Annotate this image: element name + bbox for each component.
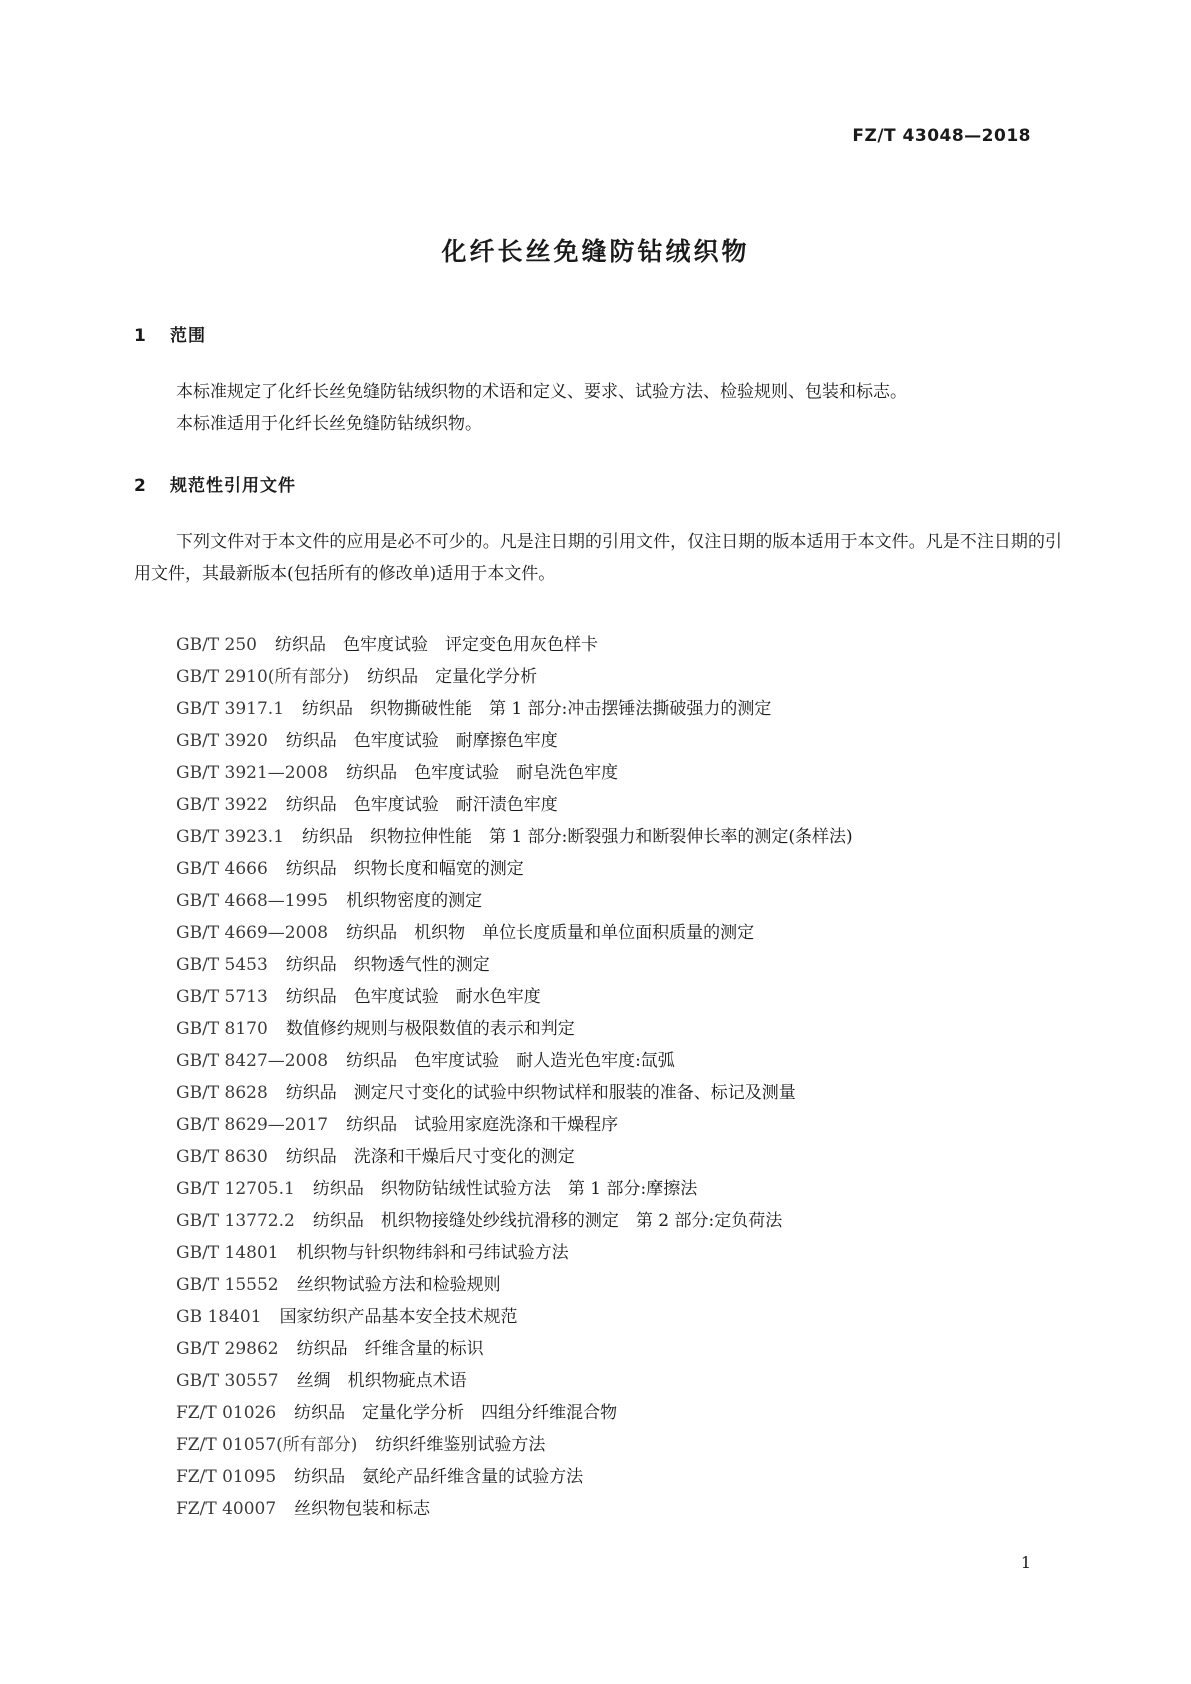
reference-title: 纺织品 机织物接缝处纱线抗滑移的测定 第 2 部分:定负荷法 (312, 1211, 783, 1231)
reference-code: GB/T 30557 (176, 1371, 279, 1391)
reference-item (176, 1013, 853, 1045)
reference-title: 纺织品 织物透气性的测定 (285, 955, 490, 975)
reference-title: 纺织品 纤维含量的标识 (296, 1339, 484, 1359)
reference-title: 纺织品 色牢度试验 耐汗渍色牢度 (285, 795, 558, 815)
reference-item (176, 1109, 853, 1141)
standard-code: FZ/T 43048—2018 (852, 126, 1031, 146)
reference-title: 数值修约规则与极限数值的表示和判定 (285, 1019, 575, 1039)
reference-item (176, 1269, 853, 1301)
section-1-body (134, 376, 1062, 440)
reference-title: 纺织品 色牢度试验 耐人造光色牢度:氙弧 (346, 1051, 675, 1071)
section-title: 规范性引用文件 (170, 476, 296, 496)
document-title: 化纤长丝免缝防钻绒织物 (441, 237, 750, 266)
reference-title: 国家纺织产品基本安全技术规范 (279, 1307, 518, 1327)
section-2-heading (134, 471, 296, 496)
reference-item (176, 1461, 853, 1493)
reference-code: GB/T 8629—2017 (176, 1115, 329, 1135)
reference-title: 丝织物包装和标志 (294, 1499, 431, 1519)
reference-code: GB/T 2910(所有部分) (176, 667, 350, 687)
reference-title: 纺织品 机织物 单位长度质量和单位面积质量的测定 (346, 923, 755, 943)
reference-code: GB/T 5713 (176, 987, 268, 1007)
reference-code: GB/T 13772.2 (176, 1211, 295, 1231)
reference-code: GB/T 3922 (176, 795, 268, 815)
section-number: 2 (134, 476, 147, 496)
reference-title: 纺织品 定量化学分析 四组分纤维混合物 (294, 1403, 618, 1423)
reference-code: FZ/T 40007 (176, 1499, 277, 1519)
reference-item (176, 853, 853, 885)
reference-title: 丝绸 机织物疵点术语 (296, 1371, 467, 1391)
section-2-intro (134, 526, 1062, 590)
reference-item (176, 1333, 853, 1365)
reference-code: GB/T 8628 (176, 1083, 268, 1103)
reference-title: 纺织品 织物撕破性能 第 1 部分:冲击摆锤法撕破强力的测定 (302, 699, 772, 719)
reference-code: FZ/T 01026 (176, 1403, 277, 1423)
reference-code: GB/T 3921—2008 (176, 763, 329, 783)
reference-code: GB/T 8427—2008 (176, 1051, 329, 1071)
reference-item (176, 821, 853, 853)
section-title: 范围 (170, 326, 206, 346)
reference-title: 机织物密度的测定 (346, 891, 483, 911)
reference-code: GB/T 3917.1 (176, 699, 285, 719)
reference-item (176, 725, 853, 757)
reference-code: GB/T 14801 (176, 1243, 279, 1263)
reference-code: GB/T 15552 (176, 1275, 279, 1295)
reference-title: 纺织品 色牢度试验 耐水色牢度 (285, 987, 541, 1007)
reference-code: FZ/T 01057(所有部分) (176, 1435, 358, 1455)
reference-title: 纺织品 试验用家庭洗涤和干燥程序 (346, 1115, 619, 1135)
reference-code: GB/T 4668—1995 (176, 891, 329, 911)
section-number: 1 (134, 326, 147, 346)
reference-title: 纺织纤维鉴别试验方法 (375, 1435, 546, 1455)
reference-item (176, 1077, 853, 1109)
reference-item (176, 917, 853, 949)
reference-title: 纺织品 色牢度试验 耐皂洗色牢度 (346, 763, 619, 783)
reference-item (176, 629, 853, 661)
reference-code: GB/T 8170 (176, 1019, 268, 1039)
reference-item (176, 1237, 853, 1269)
reference-item (176, 661, 853, 693)
section-1-heading (134, 321, 206, 346)
reference-code: GB 18401 (176, 1307, 262, 1327)
reference-title: 纺织品 织物防钻绒性试验方法 第 1 部分:摩擦法 (312, 1179, 698, 1199)
paragraph: 本标准规定了化纤长丝免缝防钻绒织物的术语和定义、要求、试验方法、检验规则、包装和标志。 (176, 382, 907, 402)
reference-code: GB/T 5453 (176, 955, 268, 975)
reference-item (176, 1397, 853, 1429)
reference-item (176, 1205, 853, 1237)
reference-title: 纺织品 织物拉伸性能 第 1 部分:断裂强力和断裂伸长率的测定(条样法) (302, 827, 853, 847)
reference-title: 机织物与针织物纬斜和弓纬试验方法 (296, 1243, 569, 1263)
reference-item (176, 981, 853, 1013)
reference-item (176, 789, 853, 821)
reference-code: GB/T 8630 (176, 1147, 268, 1167)
reference-code: GB/T 3923.1 (176, 827, 285, 847)
reference-item (176, 949, 853, 981)
reference-title: 纺织品 色牢度试验 耐摩擦色牢度 (285, 731, 558, 751)
reference-title: 纺织品 色牢度试验 评定变色用灰色样卡 (275, 635, 598, 655)
reference-item (176, 885, 853, 917)
reference-item (176, 757, 853, 789)
reference-item (176, 1301, 853, 1333)
reference-item (176, 693, 853, 725)
reference-title: 纺织品 织物长度和幅宽的测定 (285, 859, 524, 879)
reference-title: 纺织品 定量化学分析 (367, 667, 538, 687)
reference-code: GB/T 12705.1 (176, 1179, 295, 1199)
reference-code: GB/T 250 (176, 635, 257, 655)
reference-code: GB/T 4666 (176, 859, 268, 879)
reference-code: GB/T 29862 (176, 1339, 279, 1359)
reference-code: GB/T 3920 (176, 731, 268, 751)
reference-item (176, 1365, 853, 1397)
reference-item (176, 1141, 853, 1173)
reference-title: 纺织品 测定尺寸变化的试验中织物试样和服装的准备、标记及测量 (285, 1083, 796, 1103)
reference-item (176, 1429, 853, 1461)
reference-list (176, 629, 853, 1525)
paragraph: 下列文件对于本文件的应用是必不可少的。凡是注日期的引用文件，仅注日期的版本适用于本文件。凡是不注日期的引用文件，其最新版本(包括所有的修改单)适用于本文件。 (134, 532, 1062, 584)
reference-title: 纺织品 洗涤和干燥后尺寸变化的测定 (285, 1147, 575, 1167)
reference-title: 纺织品 氨纶产品纤维含量的试验方法 (294, 1467, 584, 1487)
page-number: 1 (1020, 1553, 1031, 1572)
reference-title: 丝织物试验方法和检验规则 (296, 1275, 501, 1295)
paragraph: 本标准适用于化纤长丝免缝防钻绒织物。 (176, 414, 482, 434)
reference-item (176, 1045, 853, 1077)
reference-item (176, 1173, 853, 1205)
reference-code: GB/T 4669—2008 (176, 923, 329, 943)
reference-item (176, 1493, 853, 1525)
reference-code: FZ/T 01095 (176, 1467, 277, 1487)
